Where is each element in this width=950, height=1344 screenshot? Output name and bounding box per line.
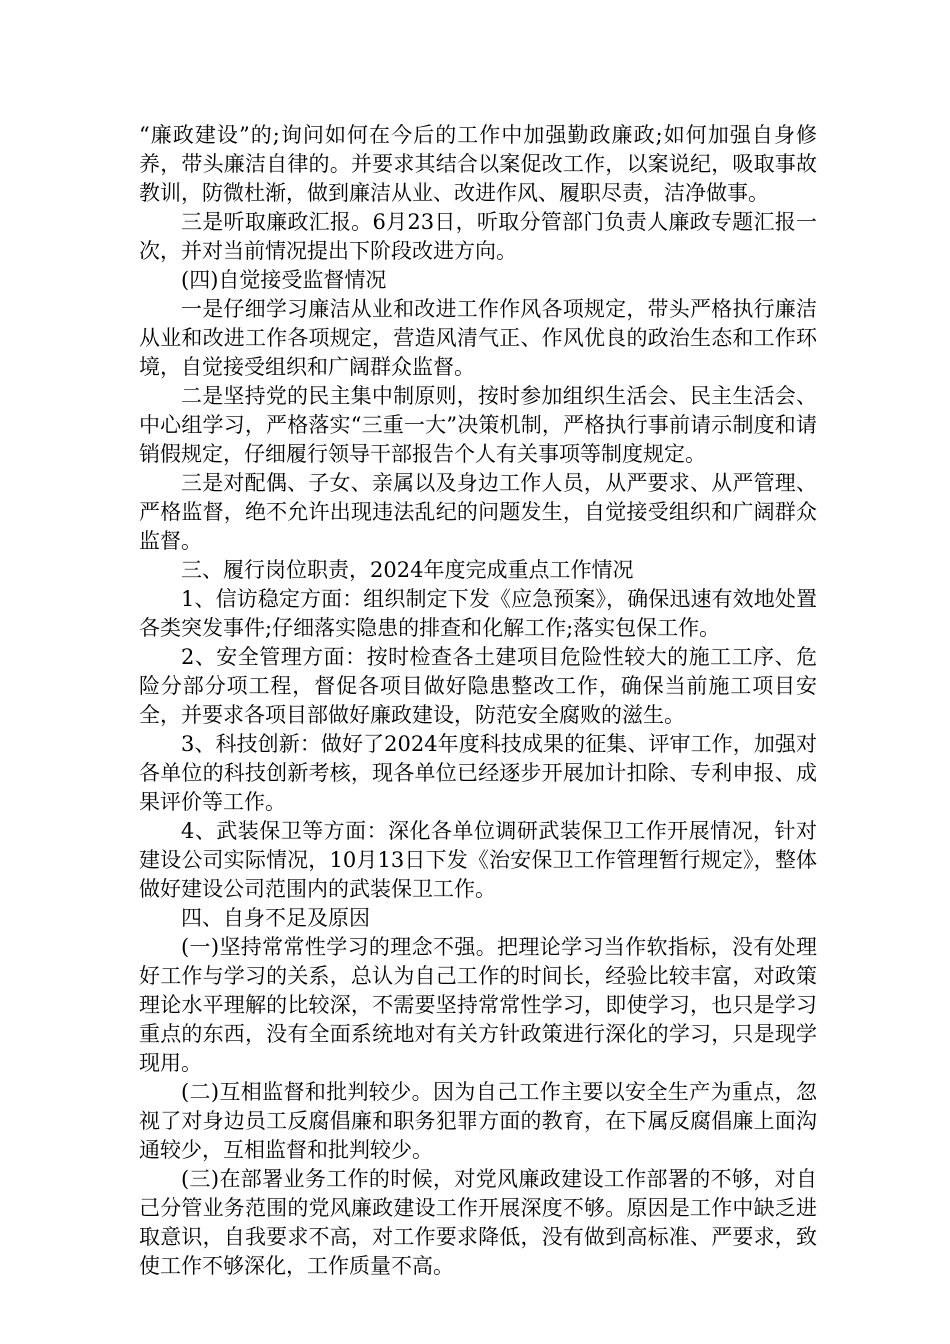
paragraph: 二是坚持党的民主集中制原则，按时参加组织生活会、民主生活会、中心组学习，严格落实“三重一大”决策机制，严格执行事前请示制度和请销假规定，仔细履行领导干部报告个人有关事项等制度规定。 (139, 384, 817, 466)
paragraph: 三是对配偶、子女、亲属以及身边工作人员，从严要求、从严管理、严格监督，绝不允许出现违法乱纪的问题发生，自觉接受组织和广阔群众监督。 (139, 471, 817, 553)
paragraph: 一是仔细学习廉洁从业和改进工作作风各项规定，带头严格执行廉洁从业和改进工作各项规定，营造风清气正、作风优良的政治生态和工作环境，自觉接受组织和广阔群众监督。 (139, 297, 817, 379)
paragraph: 三是听取廉政汇报。6月23日，听取分管部门负责人廉政专题汇报一次，并对当前情况提出下阶段改进方向。 (139, 210, 817, 263)
paragraph: 3、科技创新：做好了2024年度科技成果的征集、评审工作，加强对各单位的科技创新考核，现各单位已经逐步开展加计扣除、专利申报、成果评价等工作。 (139, 732, 817, 814)
paragraph: (二)互相监督和批判较少。因为自己工作主要以安全生产为重点，忽视了对身边员工反腐倡廉和职务犯罪方面的教育，在下属反腐倡廉上面沟通较少，互相监督和批判较少。 (139, 1080, 817, 1162)
section-heading: 四、自身不足及原因 (181, 906, 370, 930)
paragraph: (一)坚持常常性学习的理念不强。把理论学习当作软指标，没有处理好工作与学习的关系，总认为自己工作的时间长，经验比较丰富，对政策理论水平理解的比较深，不需要坚持常常性学习，即使学习，也只是学习重点的东西，没有全面系统地对有关方针政策进行深化的学习，只是现学现用。 (139, 935, 817, 1075)
paragraph-continuation: “廉政建设”的;询问如何在今后的工作中加强勤政廉政;如何加强自身修养，带头廉洁自律的。并要求其结合以案促改工作，以案说纪，吸取事故教训，防微杜渐，做到廉洁从业、改进作风、履职尽责，洁净做事。 (139, 123, 817, 205)
paragraph: (三)在部署业务工作的时候，对党风廉政建设工作部署的不够，对自己分管业务范围的党风廉政建设工作开展深度不够。原因是工作中缺乏进取意识，自我要求不高，对工作要求降低，没有做到高标准、严要求，致使工作不够深化，工作质量不高。 (139, 1167, 817, 1278)
section-subheading: (四)自觉接受监督情况 (181, 268, 387, 292)
paragraph: 2、安全管理方面：按时检查各土建项目危险性较大的施工工序、危险分部分项工程，督促各项目做好隐患整改工作，确保当前施工项目安全，并要求各项目部做好廉政建设，防范安全腐败的滋生。 (139, 645, 817, 727)
section-heading: 三、履行岗位职责，2024年度完成重点工作情况 (181, 558, 634, 582)
paragraph: 4、武装保卫等方面：深化各单位调研武装保卫工作开展情况，针对建设公司实际情况，10月13日下发《治安保卫工作管理暂行规定》，整体做好建设公司范围内的武装保卫工作。 (139, 819, 817, 901)
paragraph: 1、信访稳定方面：组织制定下发《应急预案》，确保迅速有效地处置各类突发事件;仔细落实隐患的排查和化解工作;落实包保工作。 (139, 587, 817, 640)
document-body (139, 121, 817, 1281)
